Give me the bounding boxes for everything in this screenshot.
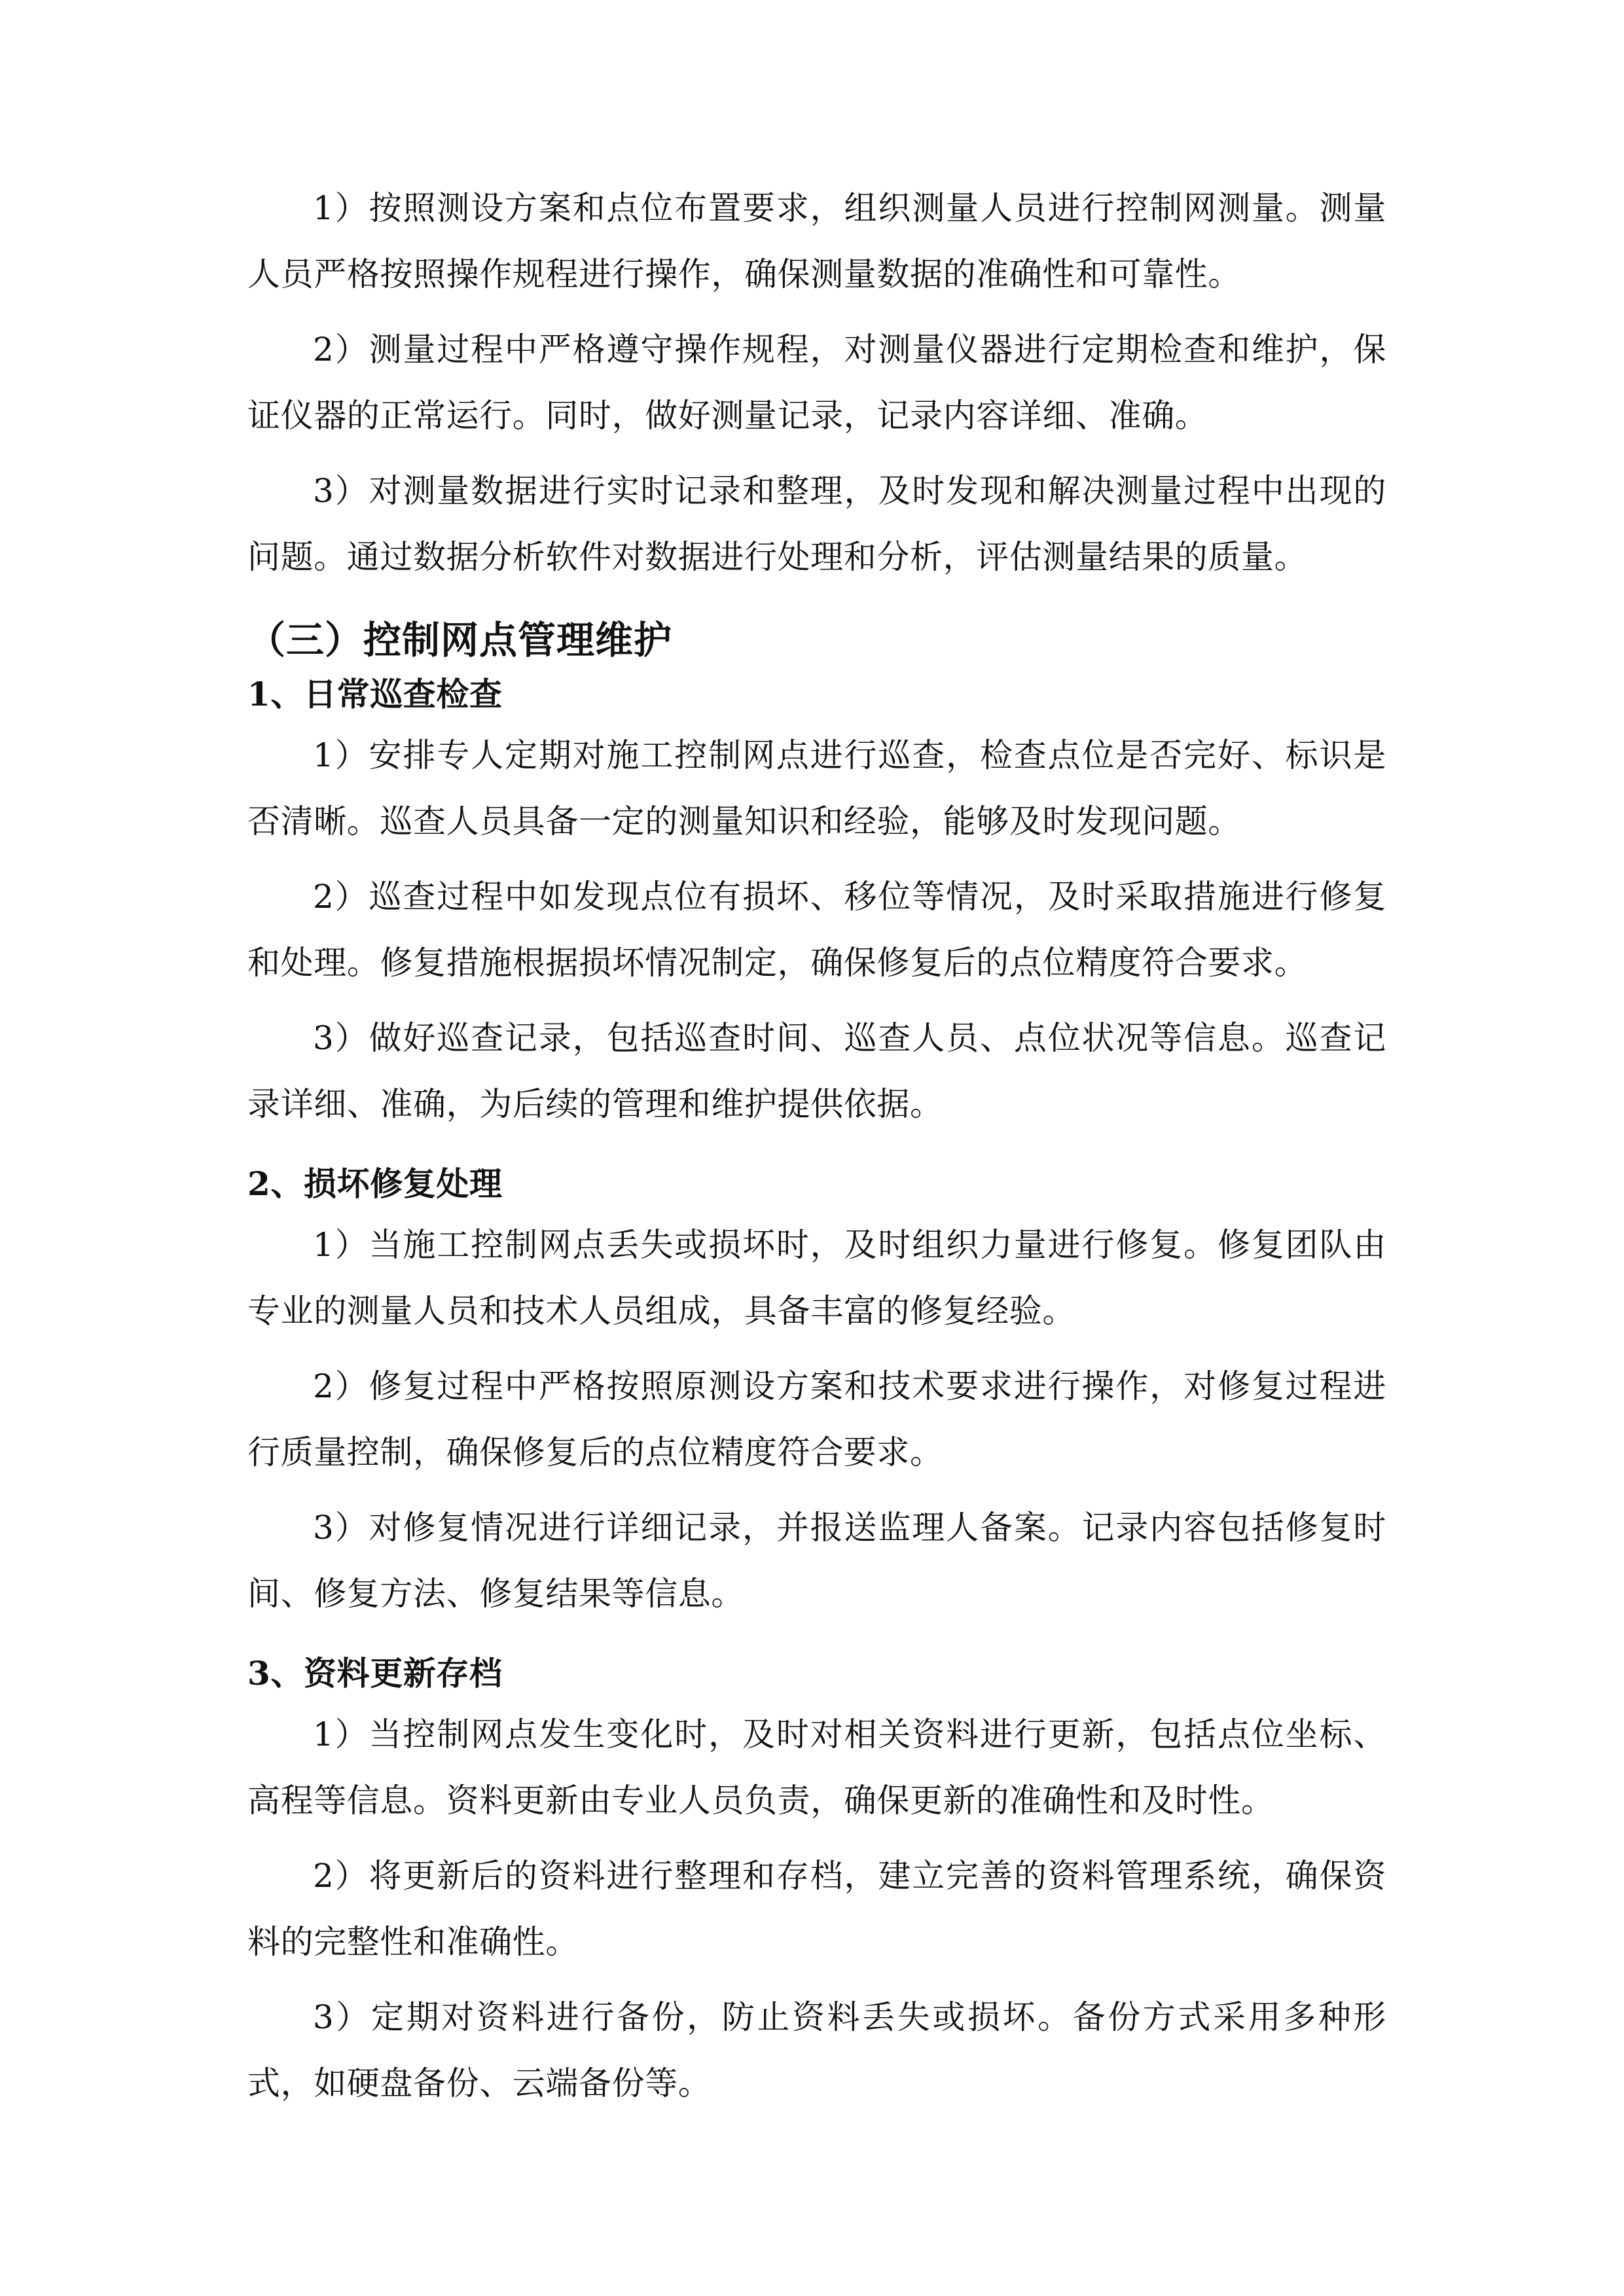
subsection-heading: 2、损坏修复处理 — [247, 1164, 503, 1203]
paragraph: 1）当施工控制网点丢失或损坏时，及时组织力量进行修复。修复团队由专业的测量人员和技术人员组成，具备丰富的修复经验。 — [247, 1226, 1386, 1330]
paragraph: 3）做好巡查记录，包括巡查时间、巡查人员、点位状况等信息。巡查记录详细、准确，为后续的管理和维护提供依据。 — [247, 1019, 1386, 1123]
paragraph: 1）当控制网点发生变化时，及时对相关资料进行更新，包括点位坐标、高程等信息。资料更新由专业人员负责，确保更新的准确性和及时性。 — [247, 1715, 1386, 1820]
subsection-heading: 1、日常巡查检查 — [247, 675, 503, 713]
paragraph: 3）对测量数据进行实时记录和整理，及时发现和解决测量过程中出现的问题。通过数据分析软件对数据进行处理和分析，评估测量结果的质量。 — [247, 472, 1386, 576]
paragraph: 2）将更新后的资料进行整理和存档，建立完善的资料管理系统，确保资料的完整性和准确性。 — [247, 1857, 1386, 1961]
paragraph: 1）安排专人定期对施工控制网点进行巡查，检查点位是否完好、标识是否清晰。巡查人员具备一定的测量知识和经验，能够及时发现问题。 — [247, 736, 1386, 840]
paragraph: 1）按照测设方案和点位布置要求，组织测量人员进行控制网测量。测量人员严格按照操作规程进行操作，确保测量数据的准确性和可靠性。 — [247, 189, 1386, 293]
paragraph: 2）测量过程中严格遵守操作规程，对测量仪器进行定期检查和维护，保证仪器的正常运行。同时，做好测量记录，记录内容详细、准确。 — [247, 331, 1386, 435]
document-page — [247, 175, 1386, 2126]
paragraph: 3）定期对资料进行备份，防止资料丢失或损坏。备份方式采用多种形式，如硬盘备份、云端备份等。 — [247, 1998, 1386, 2102]
paragraph: 2）巡查过程中如发现点位有损坏、移位等情况，及时采取措施进行修复和处理。修复措施根据损坏情况制定，确保修复后的点位精度符合要求。 — [247, 878, 1386, 982]
paragraph: 3）对修复情况进行详细记录，并报送监理人备案。记录内容包括修复时间、修复方法、修复结果等信息。 — [247, 1509, 1386, 1613]
section-heading: （三）控制网点管理维护 — [247, 618, 673, 662]
subsection-heading: 3、资料更新存档 — [247, 1654, 503, 1693]
paragraph: 2）修复过程中严格按照原测设方案和技术要求进行操作，对修复过程进行质量控制，确保修复后的点位精度符合要求。 — [247, 1367, 1386, 1471]
